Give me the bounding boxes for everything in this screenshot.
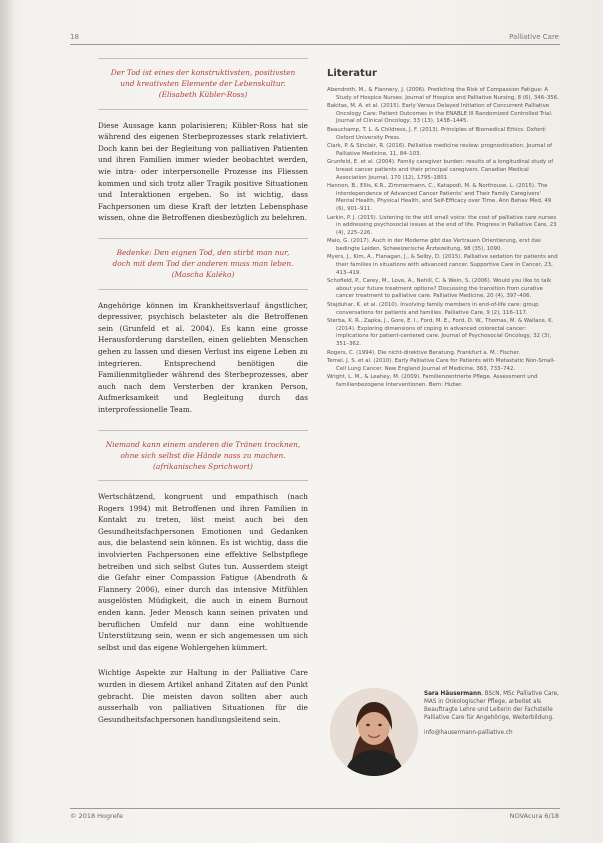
literature-column — [327, 68, 559, 391]
reference-item: Grunfeld, E. et al. (2004). Family caregiver burden: results of a longitudinal study of breast cancer patients and their principal caregivers. Canadian Medical Association Journal, 170 (12), 1795–1801. — [327, 159, 554, 181]
quote-line: und kreativsten Elemente der Lebenskultur. — [120, 79, 286, 89]
author-credentials: , BScN, MSc Palliative Care, MAS in Onkologischer Pflege, arbeitet als Beauftragte Lehre und Leiterin der Fachstelle Palliative Care für Angehörige, Weiterbildung. — [424, 691, 559, 721]
footer-rule — [70, 808, 560, 809]
reference-item: Maio, G. (2017). Auch in der Moderne gibt das Vertrauen Orientierung, erst das bedingte Leiden. Schweizerische Ärztezeitung, 98 (35), 1090. — [327, 238, 541, 252]
reference-item: Schofield, P., Carey, M., Love, A., Nehill, C. & Wein, S. (2006). Would you like to talk about your future treatment options? Discussing the transition from curative cancer treatment to palliative care. Palliative Medicine, 20 (4), 397–406. — [327, 278, 552, 300]
body-paragraph: Wichtige Aspekte zur Haltung in der Palliative Care wurden in diesem Artikel anhand Zitaten auf den Punkt gebracht. Die meisten davon sollten aber auch ausserhalb von palliativen Situationen für die Gesundheitsfachpersonen handlungsleitend sein. — [98, 668, 308, 724]
quote-line: ohne sich selbst die Hände nass zu machen. — [120, 450, 286, 460]
author-bio — [424, 690, 559, 722]
pull-quote — [98, 238, 308, 290]
reference-item: Wright, L. M., & Leahey, M. (2009). Familienzentrierte Pflege. Assessment und familienbezogene Interventionen. Bern: Huber. — [327, 374, 538, 388]
body-paragraph: Diese Aussage kann polarisieren; Kübler-Ross hat sie während des eigenen Sterbeprozesses stark relativiert. Doch kann bei der Begleitung von palliativen Patienten und ihren Familien immer wieder beobachtet werden, wie intra- oder interpersonelle Prozesse ins Fliessen kommen und sich trotz aller Tragik positive Situationen und Interaktionen ergeben. So ist wichtig, dass Fachpersonen um diese Kraft der letzten Lebensphase wissen, ohne die Betroffenen diesbezüglich zu belehren. — [98, 120, 308, 223]
author-info — [424, 690, 559, 736]
author-name: Sara Häusermann — [424, 691, 482, 697]
literature-heading: Literatur — [327, 68, 377, 79]
reference-item: Bakitas, M. A. et al. (2015). Early Versus Delayed Initiation of Concurrent Palliative Oncology Care: Patient Outcomes in the ENABLE III Randomized Controlled Trial. Journal of Clinical Oncology, 33 (13), 1438–1445. — [327, 103, 553, 125]
quote-line: Niemand kann einem anderen die Tränen trocknen, — [105, 439, 301, 449]
reference-item: Larkin, P. J. (2015). Listening to the still small voice: the cost of palliative care nurses in addressing psychosocial issues at the end of life. Progress in Palliative Care, 23 (4), 225–226. — [327, 214, 557, 236]
quote-line: doch mit dem Tod der anderen muss man leben. — [112, 259, 294, 269]
author-portrait-illustration — [330, 688, 418, 776]
reference-item: Clark, P. & Sinclair, R. (2016). Palliative medicine review: prognostication. Journal of Palliative Medicine, 11, 84–103. — [327, 143, 553, 157]
reference-item: Beauchamp, T. L. & Childress, J. F. (2013). Principles of Biomedical Ethics. Oxford: Oxford University Press. — [327, 126, 547, 141]
reference-item: Rogers, C. (1994). Die nicht-direktive Beratung. Frankfurt a. M.: Fischer. — [327, 349, 521, 356]
journal-title: Palliative Care — [509, 33, 559, 41]
body-paragraph: Wertschätzend, kongruent und empathisch (nach Rogers 1994) mit Betroffenen und ihren Familien in Kontakt zu treten, löst meist auch bei den Gesundheitsfachpersonen Emotionen und Gedanken aus, die belastend sein können. Es ist wichtig, dass die involvierten Fachpersonen eine effektive Selbstpflege betreiben und sich selbst Gutes tun. Ausserdem steigt die Gefahr einer Compassion Fatigue (Abendroth & Flannery 2006), einer durch das intensive Mitfühlen ausgelösten Müdigkeit, die auch in einem Burnout enden kann. Jeder Mensch kann seinen privaten und beruflichen Umfeld nur dann eine wohltuende Unterstützung sein, wenn er sich angemessen um sich selbst und das eigene Wohlergehen kümmert. — [98, 492, 308, 652]
left-column — [98, 58, 308, 739]
pull-quote — [98, 58, 308, 110]
page-number: 18 — [70, 33, 79, 41]
quote-line: Bedenke: Den eignen Tod, den stirbt man nur, — [116, 247, 290, 257]
reference-item: Abendroth, M., & Flannery, J. (2006). Predicting the Risk of Compassion Fatigue: A Study of Hospice Nurses. Journal of Hospice and Palliative Nursing, 8 (6), 346–356. — [327, 87, 559, 101]
quote-source: (Elisabeth Kübler-Ross) — [158, 90, 248, 100]
quote-source: (Mascha Kaléko) — [171, 270, 235, 280]
quote-source: (afrikanisches Sprichwort) — [153, 461, 253, 471]
reference-item: Myers, J., Kim, A., Flanagan, J., & Selby, D. (2015). Palliative sedation for patients and their families in situations with advanced cancer. Supportive Care in Cancer, 23, 413–419. — [327, 254, 558, 276]
body-paragraph: Angehörige können im Krankheitsverlauf ängstlicher, depressiver, psychisch belasteter als die Betroffenen sein (Grunfeld et al. 2004). Es kann eine grosse Herausforderung darstellen, einen geliebten Menschen gehen zu lassen und diesen Verlust ins eigene Leben zu integrieren. Entsprechend benötigen die Familienmitglieder während des Sterbeprozesses, aber auch nach dem Versterben der kranken Person, Aufmerksamkeit und Begleitung durch das interprofessionelle Team. — [98, 300, 308, 414]
footer-issue: NOVAcura 6/18 — [509, 812, 559, 820]
reference-item: Stajduhar, K. et al. (2010). Involving family members in end-of-life care: group conversations for patients and families. Palliative Care, 9 (2), 116–117. — [327, 302, 539, 316]
reference-item: Hannon, B., Ellis, K.R., Zimmermann, C., Katapodi, M. & Northouse, L. (2015). The Interdependence of Advanced Cancer Patients' and Their Family Caregivers' Mental Health, Physical Health, and Self-Efficacy over Time. Ann Behav Med, 49 (6), 901–911. — [327, 183, 552, 212]
page-fold-shadow — [0, 0, 14, 843]
reference-list — [327, 87, 559, 390]
author-email[interactable]: info@hausermann-palliative.ch — [424, 730, 513, 736]
pull-quote — [98, 430, 308, 482]
footer-copyright: © 2018 Hogrefe — [70, 812, 123, 820]
quote-line: Der Tod ist eines der konstruktivsten, positivsten — [110, 68, 296, 77]
reference-item: Temel, J. S. et al. (2010). Early Palliative Care for Patients with Metastatic Non-Small-Cell Lung Cancer. New England Journal of Medicine, 363, 733–742. — [327, 358, 556, 372]
header-rule — [70, 44, 560, 45]
reference-item: Sterba, K. R., Zapka, J., Gore, E. I., Ford, M. E., Ford, D. W., Thomas, M. & Wallace, K. (2014). Exploring dimensions of coping in advanced colorectal cancer: implications for patient-centered care. Journal of Psychosocial Oncology, 32 (3), 351–362. — [327, 318, 554, 347]
author-photo — [330, 688, 418, 776]
